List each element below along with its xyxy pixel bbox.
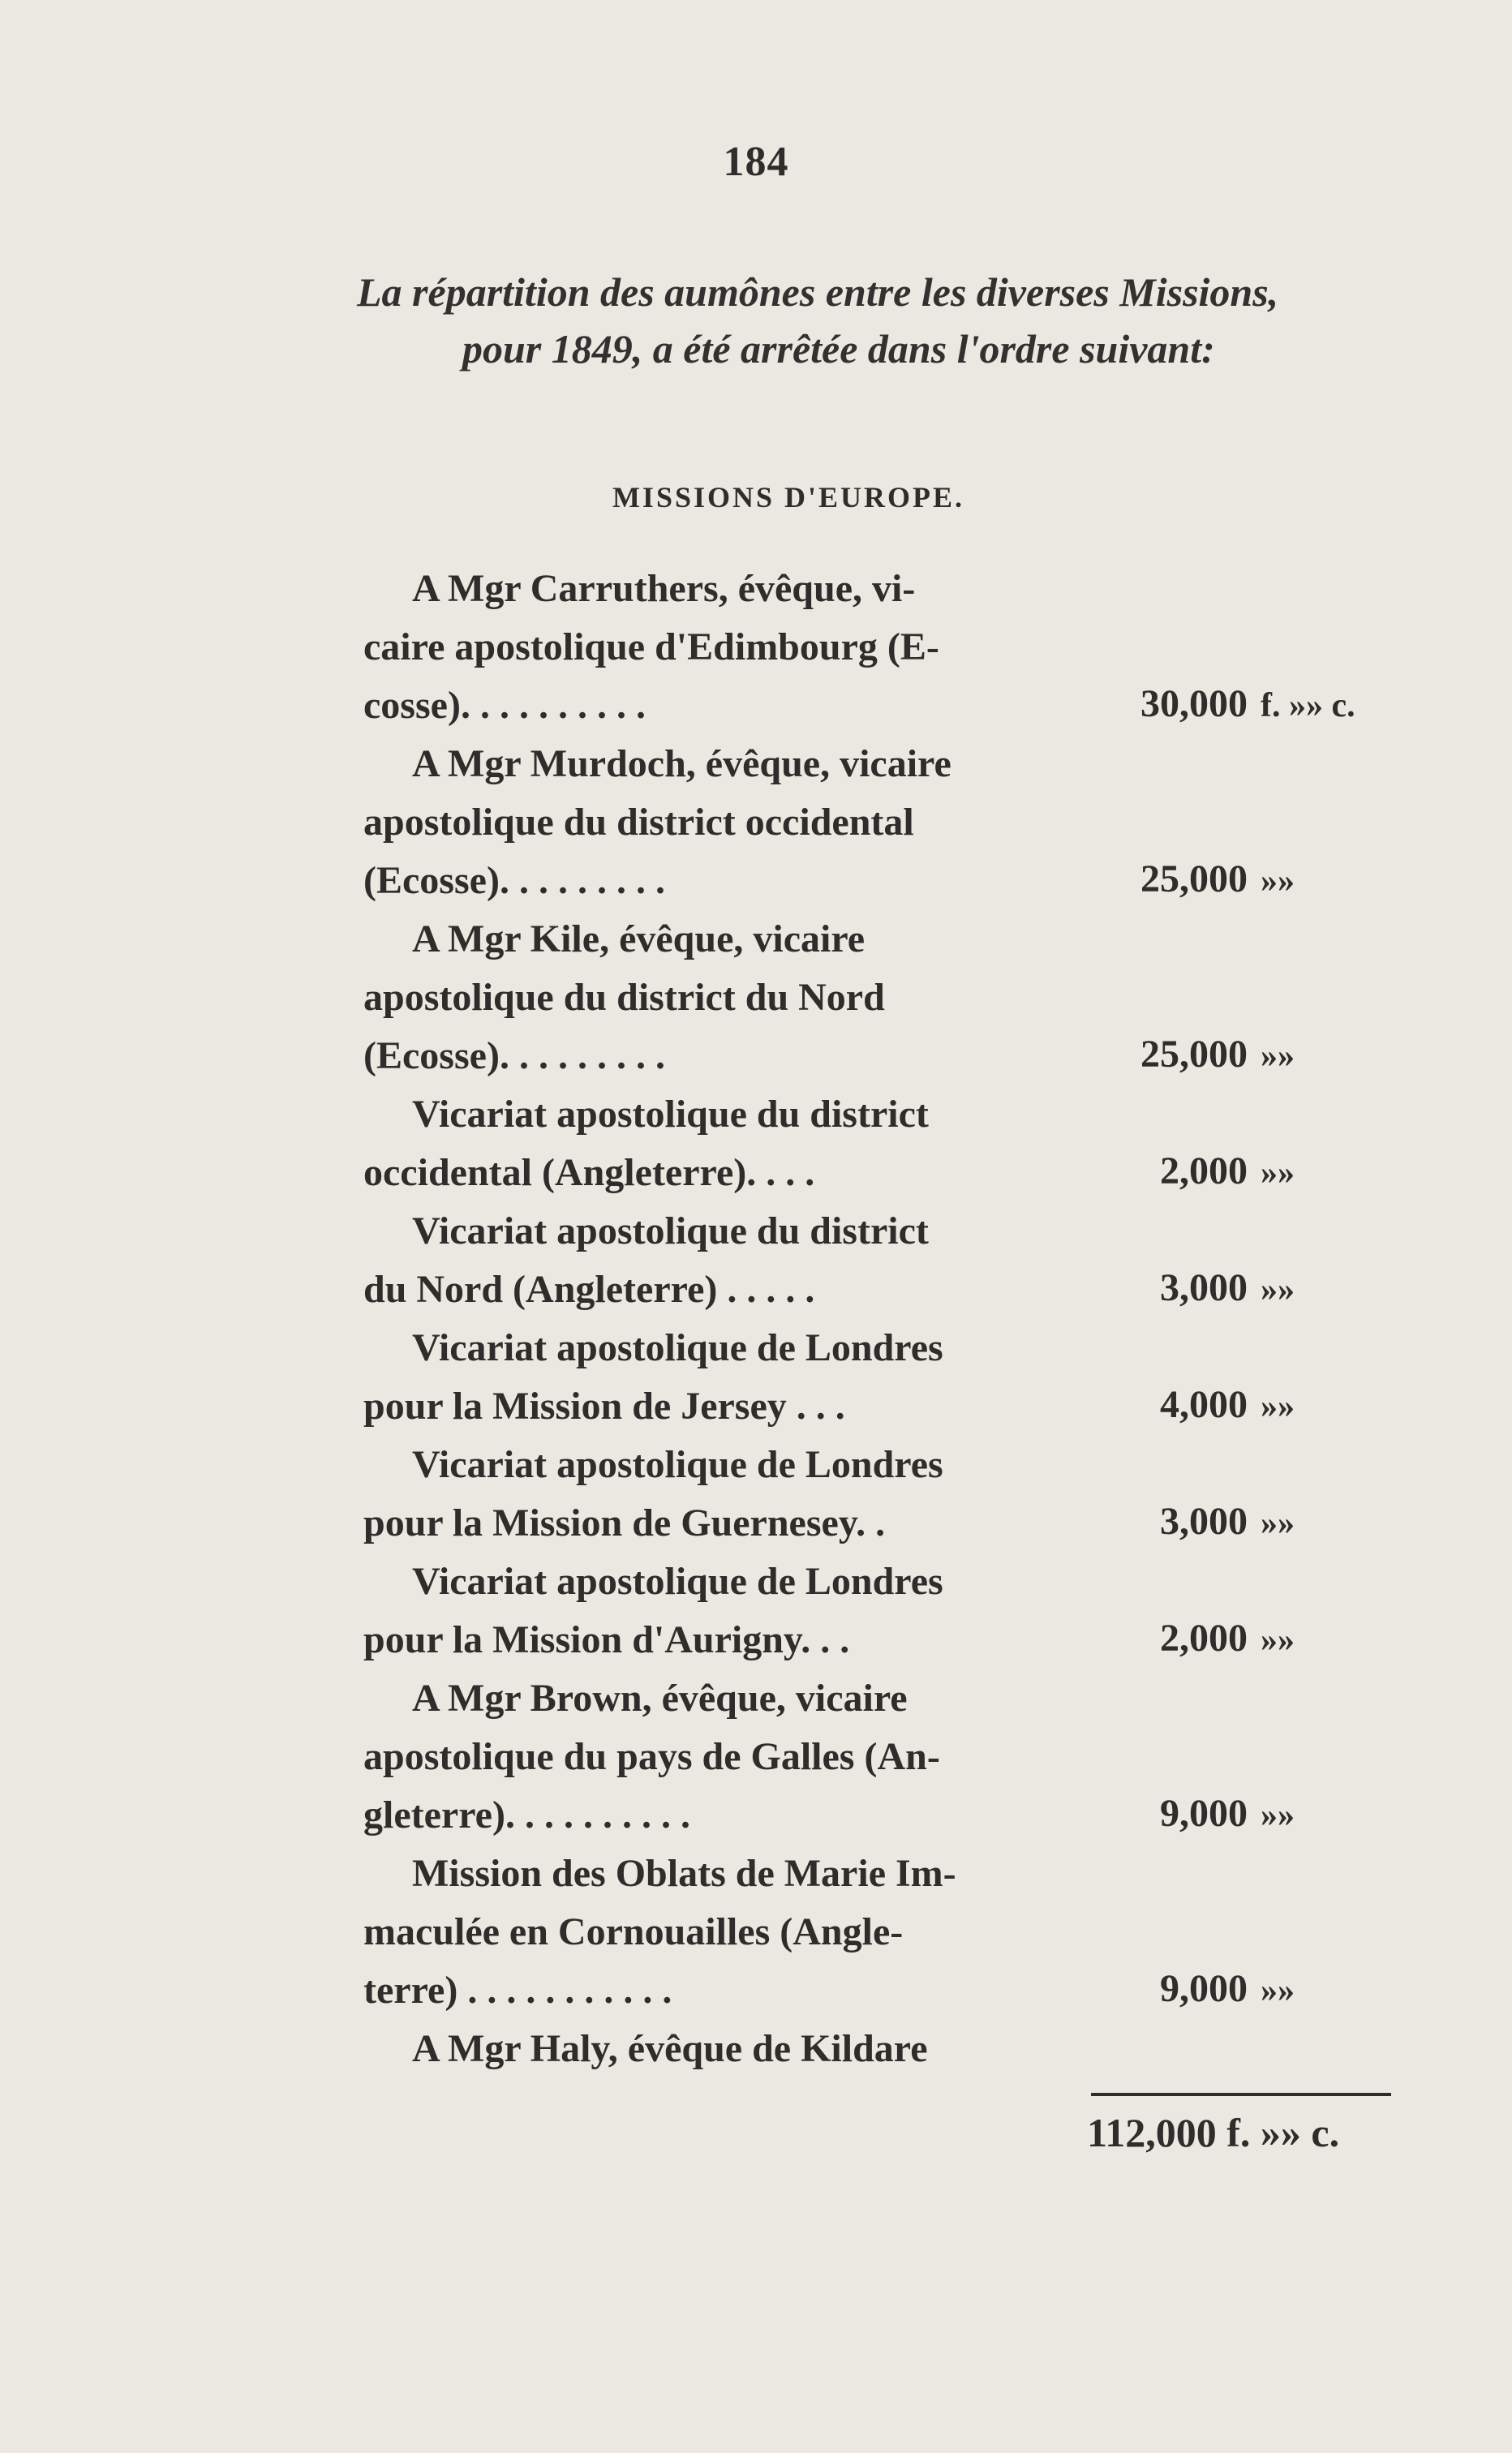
entry-line: caire apostolique d'Edimbourg (E- [363, 625, 939, 668]
amount-value: 25,000 [1140, 1033, 1248, 1076]
entry-line: occidental (Angleterre). . . . [363, 1151, 815, 1194]
entry-description [363, 2020, 1012, 2078]
total-rule [1091, 2093, 1391, 2096]
amount-unit: »» [1261, 1972, 1295, 2009]
allocation-entry [363, 1436, 1410, 1553]
entry-line: (Ecosse). . . . . . . . . [363, 859, 665, 902]
entry-description [363, 560, 1012, 735]
entry-amount [1085, 1376, 1410, 1436]
amount-unit: »» [1261, 1797, 1295, 1834]
intro-line-1: La répartition des aumônes entre les diverses Missions, [357, 269, 1279, 315]
entry-amount [1085, 1493, 1410, 1553]
entry-description [363, 1436, 1012, 1553]
entry-line: pour la Mission de Guernesey. . [363, 1501, 886, 1544]
amount-value: 30,000 [1140, 682, 1248, 725]
entry-amount [1085, 1785, 1410, 1845]
amount-value: 9,000 [1160, 1792, 1248, 1835]
entry-amount [1085, 675, 1410, 735]
entry-line: A Mgr Murdoch, évêque, vicaire [412, 742, 951, 785]
entry-line: terre) . . . . . . . . . . . [363, 1969, 672, 2012]
entry-line: A Mgr Haly, évêque de Kildare [412, 2027, 928, 2070]
entry-description [363, 1669, 1012, 1845]
entry-description [363, 1845, 1012, 2020]
entry-amount [1085, 1259, 1410, 1319]
amount-unit: »» [1261, 1271, 1295, 1308]
entry-description [363, 1319, 1012, 1436]
entry-line: apostolique du district du Nord [363, 976, 885, 1019]
allocation-entry [363, 1553, 1410, 1669]
entry-line: Mission des Oblats de Marie Im- [412, 1852, 956, 1895]
amount-value: 9,000 [1160, 1967, 1248, 2010]
entry-line: apostolique du pays de Galles (An- [363, 1735, 940, 1778]
entry-description [363, 910, 1012, 1085]
entry-line: A Mgr Brown, évêque, vicaire [412, 1677, 908, 1720]
total-amount: 112,000 f. »» c. [1087, 2110, 1340, 2155]
allocation-entry [363, 560, 1410, 735]
entry-line: maculée en Cornouailles (Angle- [363, 1910, 904, 1953]
entry-description [363, 1553, 1012, 1669]
allocation-entry [363, 1085, 1410, 1202]
amount-value: 3,000 [1160, 1266, 1248, 1309]
allocation-entry [363, 2020, 1410, 2078]
entry-line: cosse). . . . . . . . . . [363, 684, 646, 727]
allocation-list [363, 560, 1410, 2078]
entry-amount [1085, 1025, 1410, 1085]
amount-unit: »» [1261, 862, 1295, 900]
entry-line: Vicariat apostolique de Londres [412, 1560, 943, 1603]
entry-amount [1085, 1960, 1410, 2020]
amount-unit: »» [1261, 1037, 1295, 1075]
intro-line-2: pour 1849, a été arrêtée dans l'ordre suivant: [462, 326, 1215, 372]
entry-description [363, 735, 1012, 910]
entry-line: apostolique du district occidental [363, 801, 914, 844]
amount-unit: f. »» c. [1261, 687, 1355, 724]
amount-unit: »» [1261, 1505, 1295, 1542]
entry-line: du Nord (Angleterre) . . . . . [363, 1268, 815, 1311]
entry-amount [1085, 850, 1410, 910]
allocation-entry [363, 1202, 1410, 1319]
entry-line: pour la Mission d'Aurigny. . . [363, 1618, 850, 1661]
amount-value: 2,000 [1160, 1617, 1248, 1660]
section-heading: MISSIONS D'EUROPE. [612, 481, 965, 513]
entry-line: Vicariat apostolique de Londres [412, 1443, 943, 1486]
entry-line: Vicariat apostolique du district [412, 1093, 929, 1136]
allocation-entry [363, 1845, 1410, 2020]
amount-unit: »» [1261, 1622, 1295, 1659]
intro-paragraph [357, 264, 1411, 377]
allocation-entry [363, 735, 1410, 910]
amount-value: 25,000 [1140, 857, 1248, 900]
entry-description [363, 1202, 1012, 1319]
entry-line: A Mgr Kile, évêque, vicaire [412, 917, 866, 960]
entry-line: pour la Mission de Jersey . . . [363, 1385, 845, 1428]
entry-description [363, 1085, 1012, 1202]
allocation-entry [363, 1319, 1410, 1436]
entry-amount [1085, 1609, 1410, 1669]
entry-amount [1085, 1142, 1410, 1202]
entry-line: gleterre). . . . . . . . . . [363, 1794, 690, 1837]
amount-unit: »» [1261, 1154, 1295, 1192]
amount-value: 4,000 [1160, 1383, 1248, 1426]
amount-value: 2,000 [1160, 1149, 1248, 1192]
amount-value: 3,000 [1160, 1500, 1248, 1543]
entry-line: Vicariat apostolique du district [412, 1209, 929, 1252]
entry-line: (Ecosse). . . . . . . . . [363, 1034, 665, 1077]
entry-line: Vicariat apostolique de Londres [412, 1326, 943, 1369]
allocation-entry [363, 910, 1410, 1085]
entry-line: A Mgr Carruthers, évêque, vi- [412, 567, 916, 610]
amount-unit: »» [1261, 1388, 1295, 1425]
allocation-entry [363, 1669, 1410, 1845]
page-number: 184 [723, 139, 789, 185]
